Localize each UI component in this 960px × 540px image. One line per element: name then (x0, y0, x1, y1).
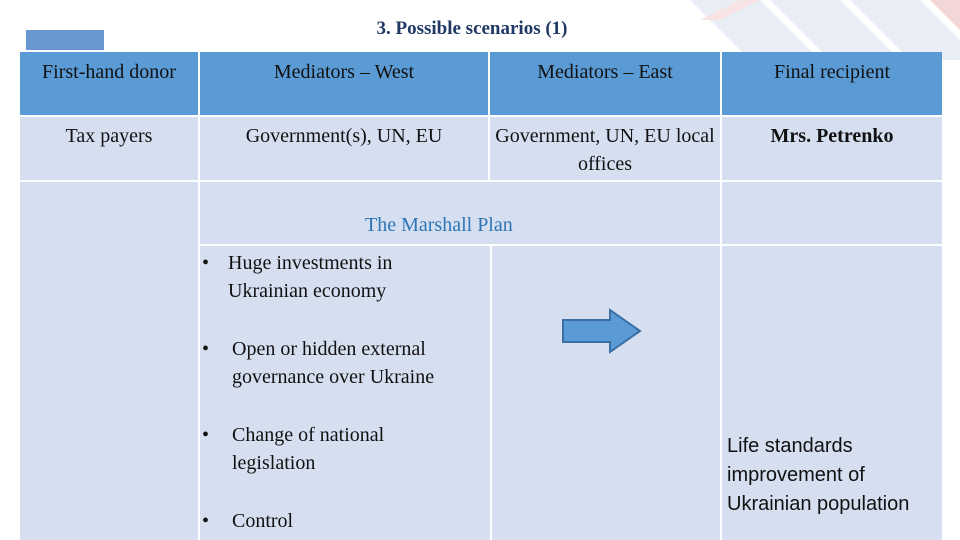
row1-recipient-text: Mrs. Petrenko (770, 125, 894, 147)
slide-title: 3. Possible scenarios (1) (376, 18, 568, 39)
marshall-bullet-list-3 (202, 421, 492, 477)
right-arrow-icon (562, 308, 642, 354)
bullet-icon: • (202, 424, 210, 446)
list-item: • Change of national legislation (202, 421, 492, 477)
list-item: • Control (202, 507, 492, 535)
marshall-plan-title: The Marshall Plan (365, 214, 513, 236)
row1-donor-text: Tax payers (65, 125, 153, 147)
marshall-bullet-list (202, 249, 492, 305)
bullet-icon: • (202, 338, 210, 360)
bullet-icon: • (202, 510, 210, 532)
bullet-icon: • (202, 252, 210, 274)
row2-cell-recipient-top (722, 182, 942, 244)
header-recipient-label: Final recipient (773, 61, 891, 83)
header-donor-label: First-hand donor (42, 61, 176, 83)
final-outcome-text: Life standards improvement of Ukrainian population (727, 435, 910, 515)
row1-west-text: Government(s), UN, EU (245, 125, 443, 147)
row2-cell-donor (20, 182, 198, 540)
marshall-bullet-list-4 (202, 507, 492, 535)
header-west-label: Mediators – West (273, 61, 415, 83)
list-item: • Huge investments in Ukrainian economy (202, 249, 492, 305)
marshall-bullet-list-2 (202, 335, 492, 391)
inner-grid-line-h (200, 244, 942, 246)
header-east-label: Mediators – East (537, 61, 673, 83)
list-item: • Open or hidden external governance over Ukraine (202, 335, 492, 391)
row1-east-text: Government, UN, EU local offices (495, 125, 715, 175)
